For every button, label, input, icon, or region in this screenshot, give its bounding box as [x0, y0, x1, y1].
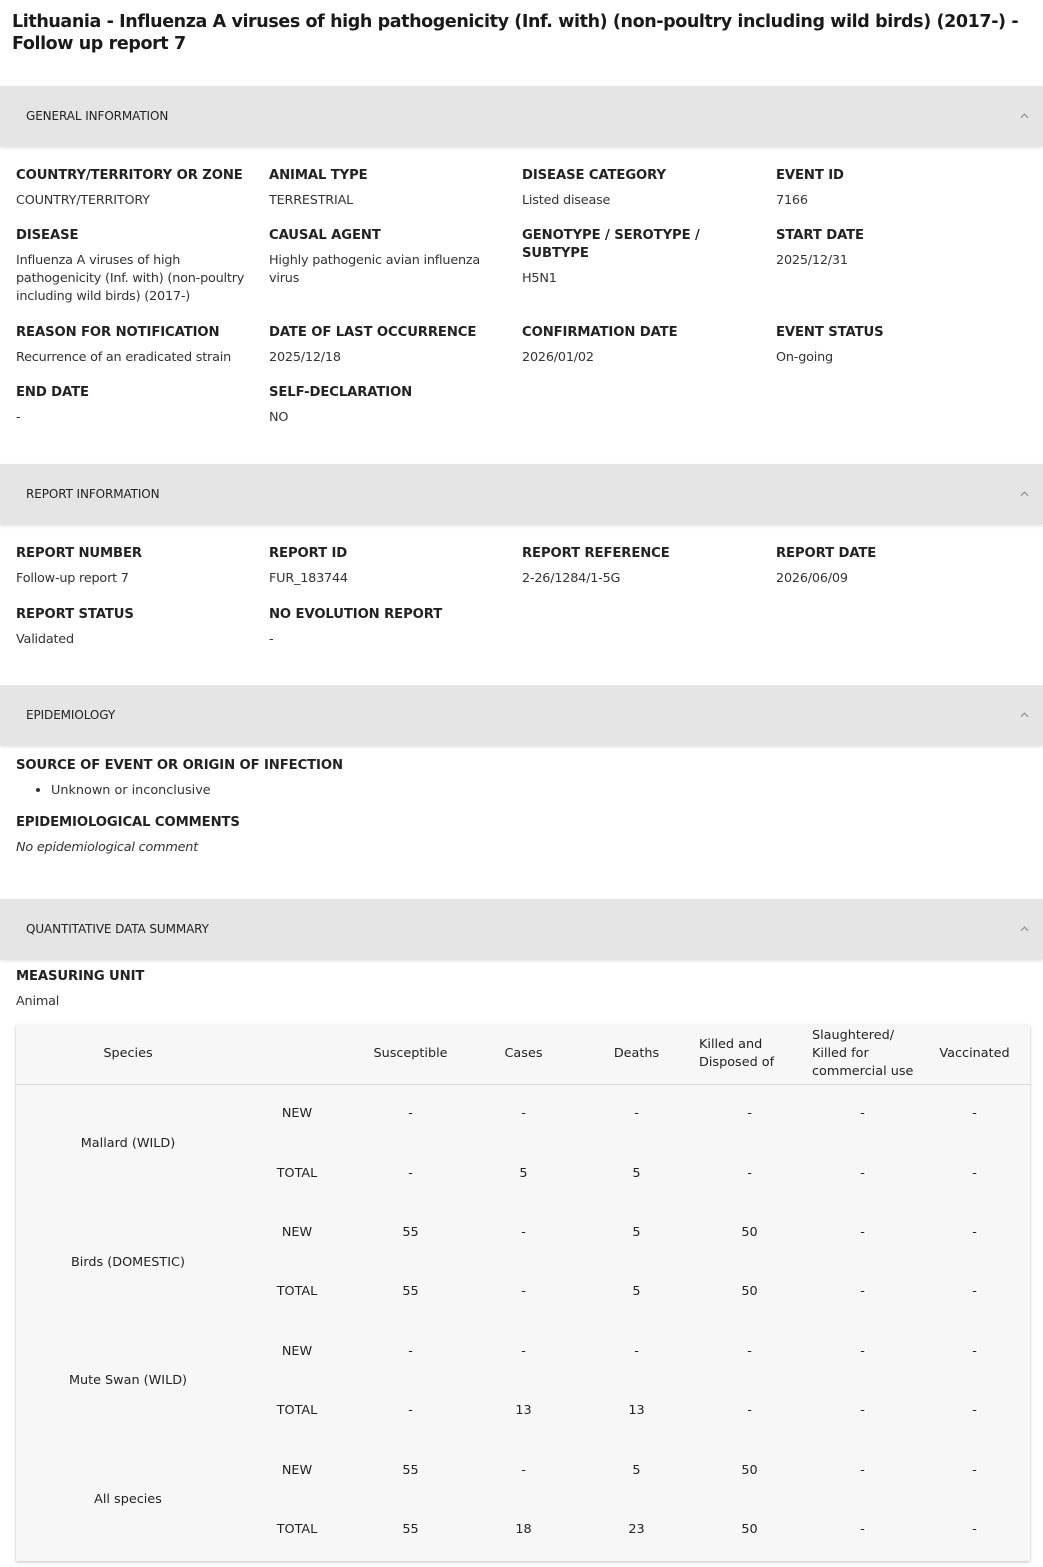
vaccinated-cell: -: [972, 1224, 977, 1240]
cases-cell: -: [521, 1106, 526, 1122]
cases-cell: 13: [515, 1403, 532, 1419]
header-killed-disposed: Killed and Disposed of: [693, 1025, 806, 1084]
table-row: [16, 1322, 1030, 1381]
epidemiological-comments-label: EPIDEMIOLOGICAL COMMENTS: [16, 815, 240, 830]
susceptible-cell: -: [408, 1403, 413, 1419]
header-susceptible: Susceptible: [354, 1025, 467, 1084]
field-event-status: EVENT STATUS On-going: [776, 325, 884, 365]
species-cell: Mallard (WILD): [80, 1136, 176, 1152]
susceptible-cell: 55: [402, 1284, 419, 1300]
field-end-date: END DATE -: [16, 385, 89, 425]
killed-cell: 50: [741, 1284, 758, 1300]
row-type: NEW: [281, 1106, 313, 1122]
deaths-cell: 5: [632, 1165, 641, 1181]
killed-cell: -: [747, 1165, 752, 1181]
slaughtered-cell: -: [860, 1284, 865, 1300]
row-type: NEW: [281, 1343, 313, 1359]
species-cell: Mute Swan (WILD): [68, 1373, 188, 1389]
chevron-up-icon[interactable]: [1019, 924, 1029, 934]
susceptible-cell: 55: [402, 1521, 419, 1537]
field-animal-type: ANIMAL TYPE TERRESTRIAL: [269, 168, 368, 208]
field-disease: DISEASE Influenza A viruses of high pathogenicity (Inf. with) (non-poultry including wild birds) (2017-): [16, 228, 245, 304]
row-type: TOTAL: [276, 1284, 318, 1300]
table-header-row: [16, 1025, 1030, 1084]
field-reason-notification: REASON FOR NOTIFICATION Recurrence of an eradicated strain: [16, 325, 232, 365]
susceptible-cell: -: [408, 1165, 413, 1181]
susceptible-cell: 55: [402, 1224, 419, 1240]
section-title: GENERAL INFORMATION: [26, 109, 169, 123]
slaughtered-cell: -: [860, 1403, 865, 1419]
slaughtered-cell: -: [860, 1106, 865, 1122]
deaths-cell: 13: [628, 1403, 645, 1419]
deaths-cell: 5: [632, 1284, 641, 1300]
field-disease-category: DISEASE CATEGORY Listed disease: [522, 168, 666, 208]
vaccinated-cell: -: [972, 1403, 977, 1419]
header-deaths: Deaths: [580, 1025, 693, 1084]
field-causal-agent: CAUSAL AGENT Highly pathogenic avian influenza virus: [269, 228, 481, 286]
header-slaughtered: Slaughtered/ Killed for commercial use: [806, 1025, 919, 1084]
section-header-general-information[interactable]: [0, 86, 1043, 146]
row-type: NEW: [281, 1462, 313, 1478]
table-row: [16, 1084, 1030, 1143]
field-country-zone: COUNTRY/TERRITORY OR ZONE COUNTRY/TERRITORY: [16, 168, 243, 208]
quantitative-table: [16, 1025, 1030, 1561]
killed-cell: -: [747, 1403, 752, 1419]
header-species: Species: [16, 1025, 240, 1084]
killed-cell: -: [747, 1343, 752, 1359]
vaccinated-cell: -: [972, 1106, 977, 1122]
vaccinated-cell: -: [972, 1343, 977, 1359]
killed-cell: 50: [741, 1521, 758, 1537]
deaths-cell: -: [634, 1106, 639, 1122]
slaughtered-cell: -: [860, 1343, 865, 1359]
section-header-epidemiology[interactable]: [0, 685, 1043, 745]
field-report-reference: REPORT REFERENCE 2-26/1284/1-5G: [522, 546, 670, 586]
slaughtered-cell: -: [860, 1165, 865, 1181]
species-cell: Birds (DOMESTIC): [71, 1254, 185, 1270]
section-title: REPORT INFORMATION: [26, 487, 160, 501]
epidemiological-comments-value: No epidemiological comment: [16, 840, 199, 855]
vaccinated-cell: -: [972, 1521, 977, 1537]
field-no-evolution-report: NO EVOLUTION REPORT -: [269, 607, 443, 647]
list-item: Unknown or inconclusive: [36, 783, 211, 798]
row-type: TOTAL: [276, 1403, 318, 1419]
cases-cell: 18: [515, 1521, 532, 1537]
chevron-up-icon[interactable]: [1019, 489, 1029, 499]
cases-cell: 5: [519, 1165, 528, 1181]
section-title: EPIDEMIOLOGY: [26, 708, 116, 722]
field-last-occurrence: DATE OF LAST OCCURRENCE 2025/12/18: [269, 325, 477, 365]
row-type: TOTAL: [276, 1521, 318, 1537]
header-cases: Cases: [467, 1025, 580, 1084]
row-type: NEW: [281, 1224, 313, 1240]
killed-cell: 50: [741, 1462, 758, 1478]
susceptible-cell: -: [408, 1343, 413, 1359]
deaths-cell: 23: [628, 1521, 645, 1537]
cases-cell: -: [521, 1343, 526, 1359]
section-title: QUANTITATIVE DATA SUMMARY: [26, 922, 209, 936]
killed-cell: 50: [741, 1224, 758, 1240]
measuring-unit-label: MEASURING UNIT: [16, 969, 145, 984]
vaccinated-cell: -: [972, 1165, 977, 1181]
page-title: Lithuania - Influenza A viruses of high pathogenicity (Inf. with) (non-poultry including wild birds) (2017-) - Follow up report 7: [12, 12, 1019, 54]
deaths-cell: 5: [632, 1462, 641, 1478]
measuring-unit-value: Animal: [16, 994, 60, 1009]
deaths-cell: 5: [632, 1224, 641, 1240]
chevron-up-icon[interactable]: [1019, 710, 1029, 720]
source-list: [36, 783, 211, 798]
field-report-date: REPORT DATE 2026/06/09: [776, 546, 877, 586]
bullet-icon: [36, 788, 40, 792]
field-report-number: REPORT NUMBER Follow-up report 7: [16, 546, 142, 586]
field-self-declaration: SELF-DECLARATION NO: [269, 385, 413, 425]
header-vaccinated: Vaccinated: [919, 1025, 1030, 1084]
slaughtered-cell: -: [860, 1462, 865, 1478]
field-start-date: START DATE 2025/12/31: [776, 228, 864, 268]
susceptible-cell: -: [408, 1106, 413, 1122]
cases-cell: -: [521, 1462, 526, 1478]
killed-cell: -: [747, 1106, 752, 1122]
row-type: TOTAL: [276, 1165, 318, 1181]
section-header-report-information[interactable]: [0, 464, 1043, 524]
cases-cell: -: [521, 1224, 526, 1240]
field-report-status: REPORT STATUS Validated: [16, 607, 134, 647]
section-header-quantitative-data[interactable]: [0, 899, 1043, 959]
chevron-up-icon[interactable]: [1019, 111, 1029, 121]
field-event-id: EVENT ID 7166: [776, 168, 844, 208]
slaughtered-cell: -: [860, 1224, 865, 1240]
table-row: [16, 1440, 1030, 1499]
species-cell: All species: [94, 1492, 162, 1508]
vaccinated-cell: -: [972, 1462, 977, 1478]
vaccinated-cell: -: [972, 1284, 977, 1300]
table-row: [16, 1203, 1030, 1262]
slaughtered-cell: -: [860, 1521, 865, 1537]
field-confirmation-date: CONFIRMATION DATE 2026/01/02: [522, 325, 678, 365]
source-of-event-label: SOURCE OF EVENT OR ORIGIN OF INFECTION: [16, 758, 343, 773]
field-genotype: GENOTYPE / SEROTYPE / SUBTYPE H5N1: [522, 228, 700, 286]
field-report-id: REPORT ID FUR_183744: [269, 546, 348, 586]
header-type: [240, 1025, 354, 1084]
susceptible-cell: 55: [402, 1462, 419, 1478]
deaths-cell: -: [634, 1343, 639, 1359]
cases-cell: -: [521, 1284, 526, 1300]
